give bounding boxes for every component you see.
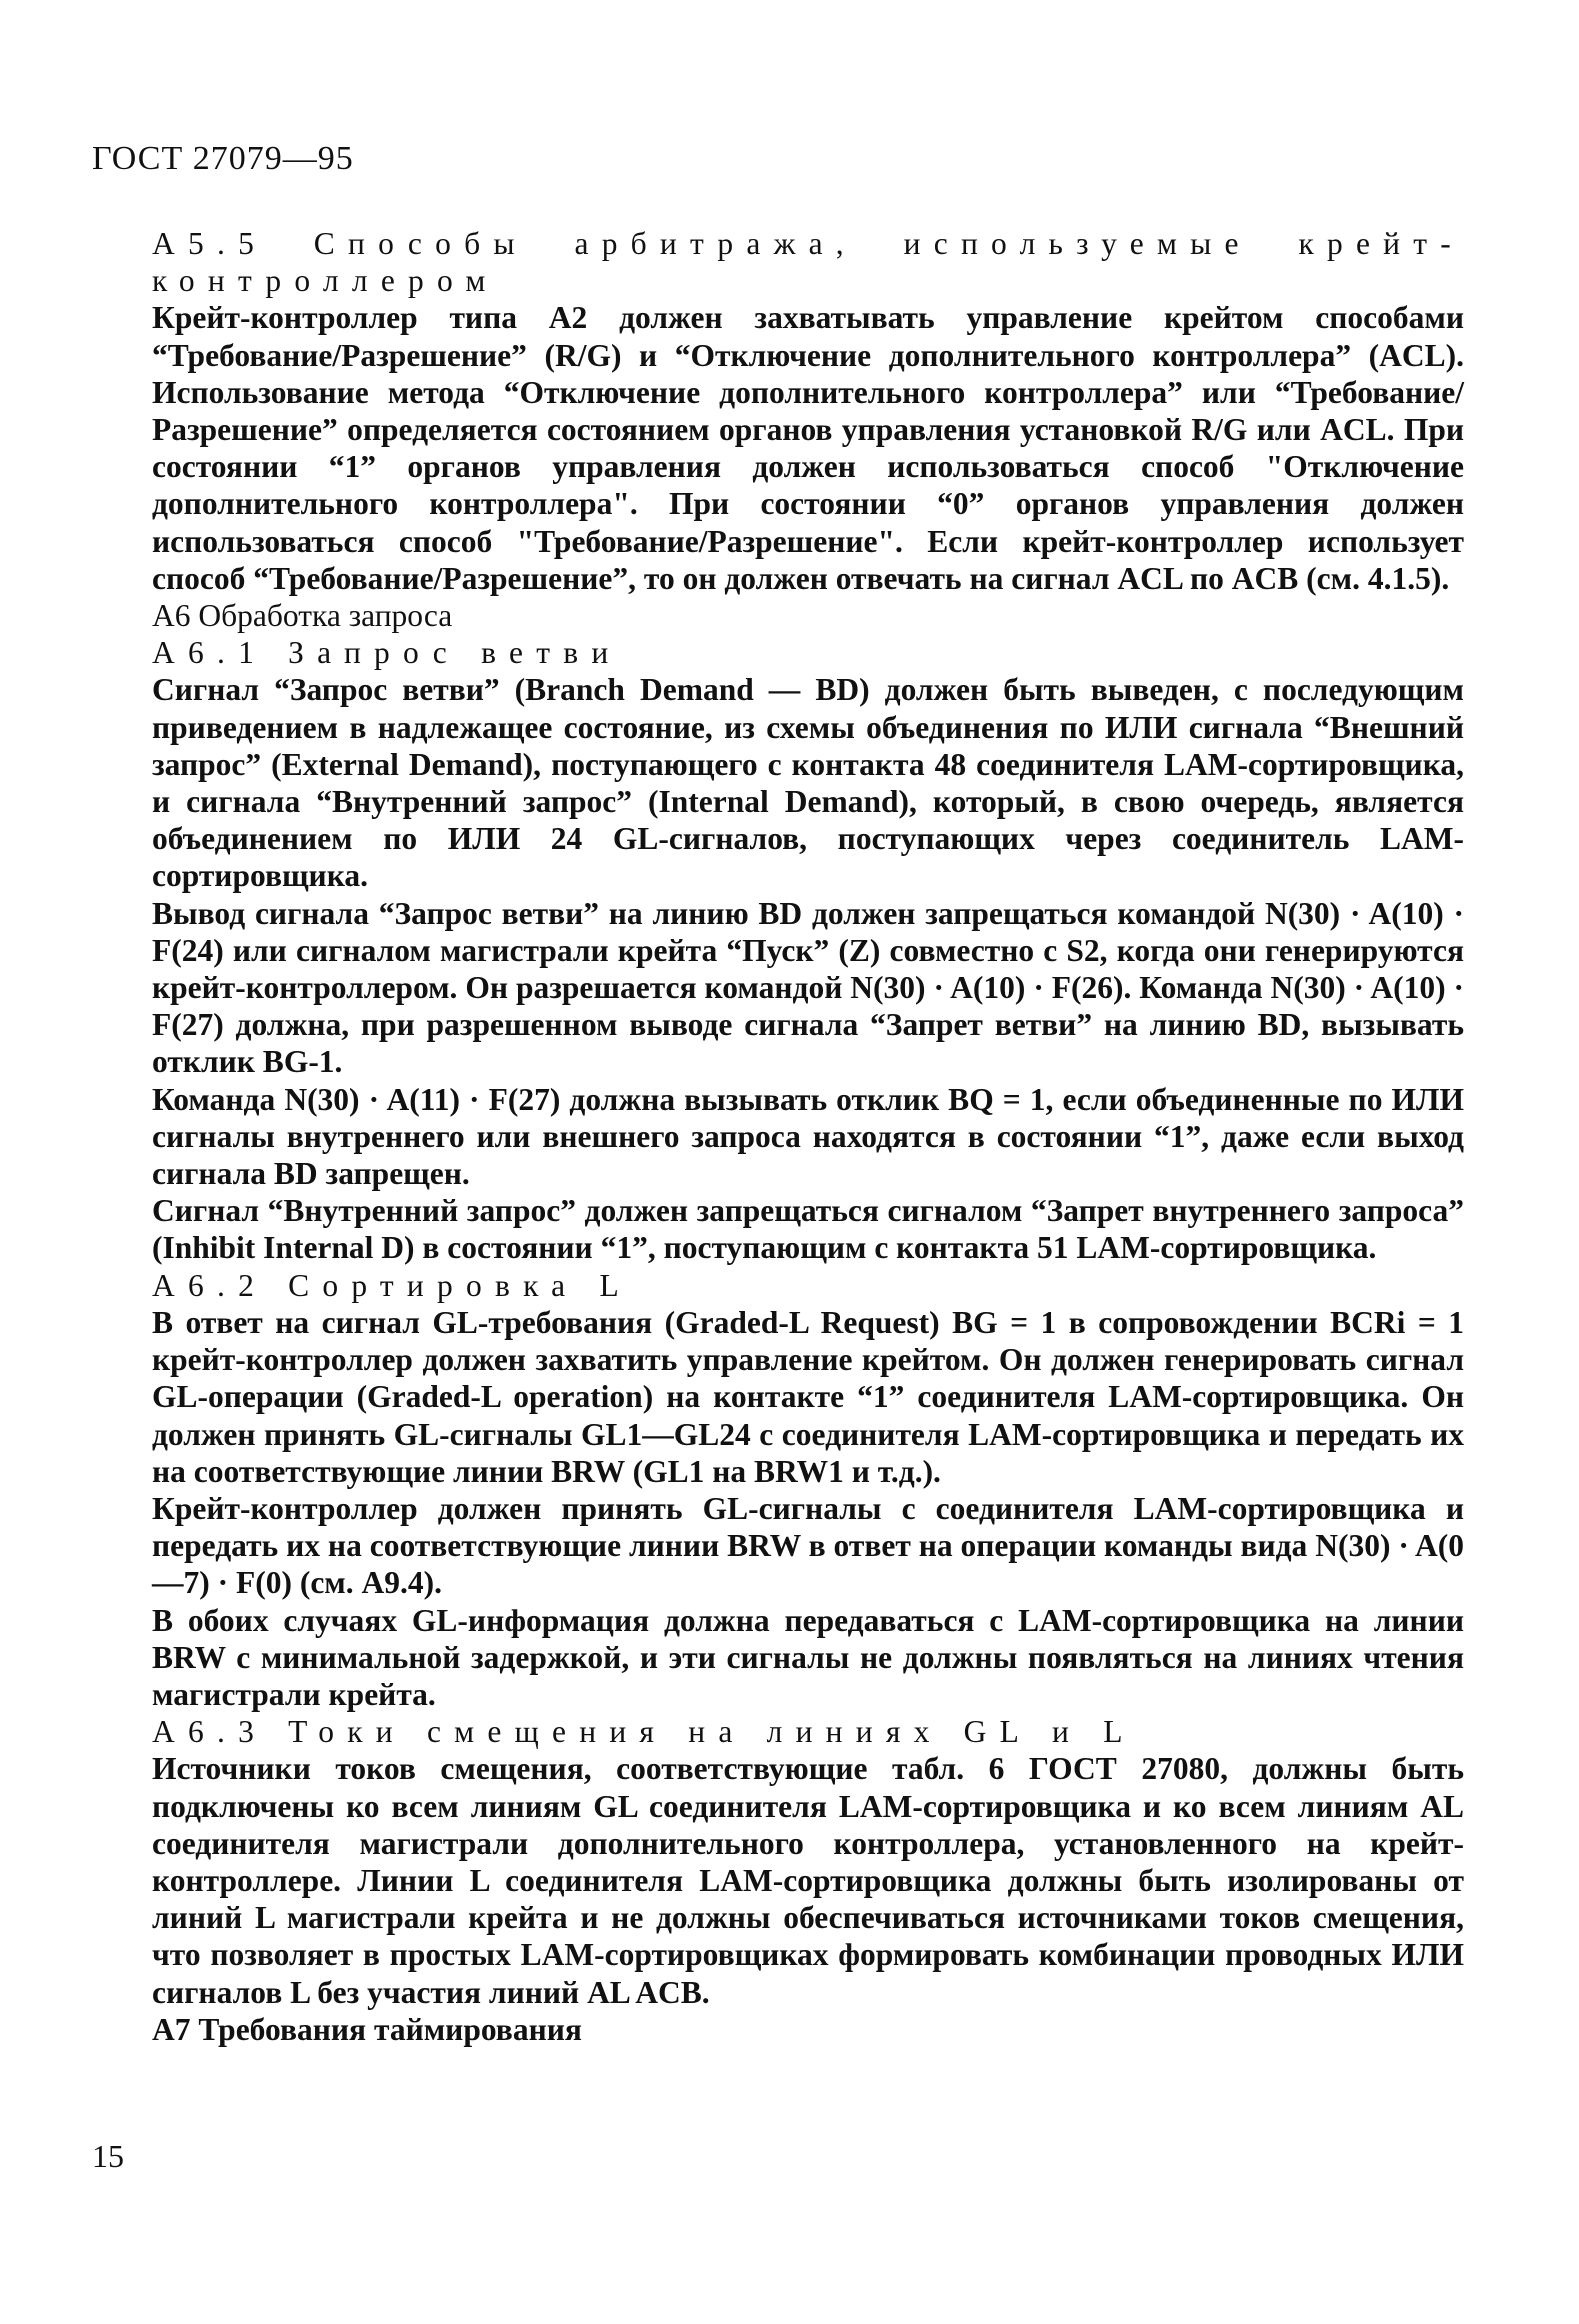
section-a6-2-paragraph-1: В ответ на сигнал GL-требования (Graded-L Request) BG = 1 в сопровождении BCRi = 1 крейт-контроллер должен захватить управление крейтом. Он должен генерировать сигнал GL-операции (Graded-L operation) на контакте “1” соединителя LAM-сортировщика. Он должен принять GL-сигналы GL1—GL24 с соединителя LAM-сортировщика и передать их на соответствующие линии BRW (GL1 на BRW1 и т.д.). — [152, 1304, 1464, 1489]
section-a6-1-paragraph-1: Сигнал “Запрос ветви” (Branch Demand — BD) должен быть выведен, с последующим приведением в надлежащее состояние, из схемы объединения по ИЛИ сигнала “Внешний запрос” (External Demand), поступающего с контакта 48 соединителя LAM-сортировщика, и сигнала “Внутренний запрос” (Internal Demand), который, в свою очередь, является объединением по ИЛИ 24 GL-сигналов, поступающих через соединитель LAM-сортировщика. — [152, 672, 1464, 894]
section-a6-1-title: А6.1 Запрос ветви — [152, 635, 622, 671]
standard-header: ГОСТ 27079—95 — [92, 140, 354, 177]
section-a6-3-title: А6.3 Токи смещения на линиях GL и L — [152, 1714, 1136, 1750]
section-a6-2-paragraph-2: Крейт-контроллер должен принять GL-сигналы с соединителя LAM-сортировщика и передать их на соответствующие линии BRW в ответ на операции команды вида N(30) · A(0—7) · F(0) (см. А9.4). — [152, 1490, 1464, 1601]
section-a5-5-title-continuation: контроллером — [152, 263, 499, 299]
section-a5-5-title: А5.5 Способы арбитража, используемые крейт- — [152, 226, 1464, 261]
section-a6-2-title: А6.2 Сортировка L — [152, 1267, 632, 1303]
section-a5-5-paragraph: Крейт-контроллер типа А2 должен захватывать управление крейтом способами “Требование/Разрешение” (R/G) и “Отключение дополнительного контроллера” (ACL). Использование метода “Отключение дополнительного контроллера” или “Требование/Разрешение” определяется состоянием органов управления установкой R/G или ACL. При состоянии “1” органов управления должен использоваться способ "Отключение дополнительного контроллера". При состоянии “0” органов управления должен использоваться способ "Требование/Разрешение". Если крейт-контроллер использует способ “Требование/Разрешение”, то он должен отвечать на сигнал ACL по ACB (см. 4.1.5). — [152, 300, 1464, 596]
section-a6-2-paragraph-3: В обоих случаях GL-информация должна передаваться с LAM-сортировщика на линии BRW с минимальной задержкой, и эти сигналы не должны появляться на линиях чтения магистрали крейта. — [152, 1602, 1464, 1712]
section-a6-1-paragraph-2: Вывод сигнала “Запрос ветви” на линию BD должен запрещаться командой N(30) · A(10) · F(24) или сигналом магистрали крейта “Пуск” (Z) совместно с S2, когда они генерируются крейт-контроллером. Он разрешается командой N(30) · A(10) · F(26). Команда N(30) · A(10) · F(27) должна, при разрешенном выводе сигнала “Запрет ветви” на линию BD, вызывать отклик BG-1. — [152, 895, 1464, 1080]
section-a7-title: А7 Требования таймирования — [152, 2011, 582, 2047]
section-a6-3-paragraph: Источники токов смещения, соответствующие табл. 6 ГОСТ 27080, должны быть подключены ко всем линиям GL соединителя LAM-сортировщика и ко всем линиям AL соединителя магистрали дополнительного контроллера, установленного на крейт-контроллере. Линии L соединителя LAM-сортировщика должны быть изолированы от линий L магистрали крейта и не должны обеспечиваться источниками токов смещения, что позволяет в простых LAM-сортировщиках формировать комбинации проводных ИЛИ сигналов L без участия линий AL ACB. — [152, 1751, 1464, 2010]
document-body — [152, 225, 1464, 2048]
section-a6-1-paragraph-3: Команда N(30) · A(11) · F(27) должна вызывать отклик BQ = 1, если объединенные по ИЛИ сигналы внутреннего или внешнего запроса находятся в состоянии “1”, даже если выход сигнала BD запрещен. — [152, 1081, 1464, 1192]
section-a6-1-paragraph-4: Сигнал “Внутренний запрос” должен запрещаться сигналом “Запрет внутреннего запроса” (Inhibit Internal D) в состоянии “1”, поступающим с контакта 51 LAM-сортировщика. — [152, 1193, 1464, 1266]
page-number: 15 — [92, 2138, 124, 2174]
section-a6-title: А6 Обработка запроса — [152, 598, 453, 634]
